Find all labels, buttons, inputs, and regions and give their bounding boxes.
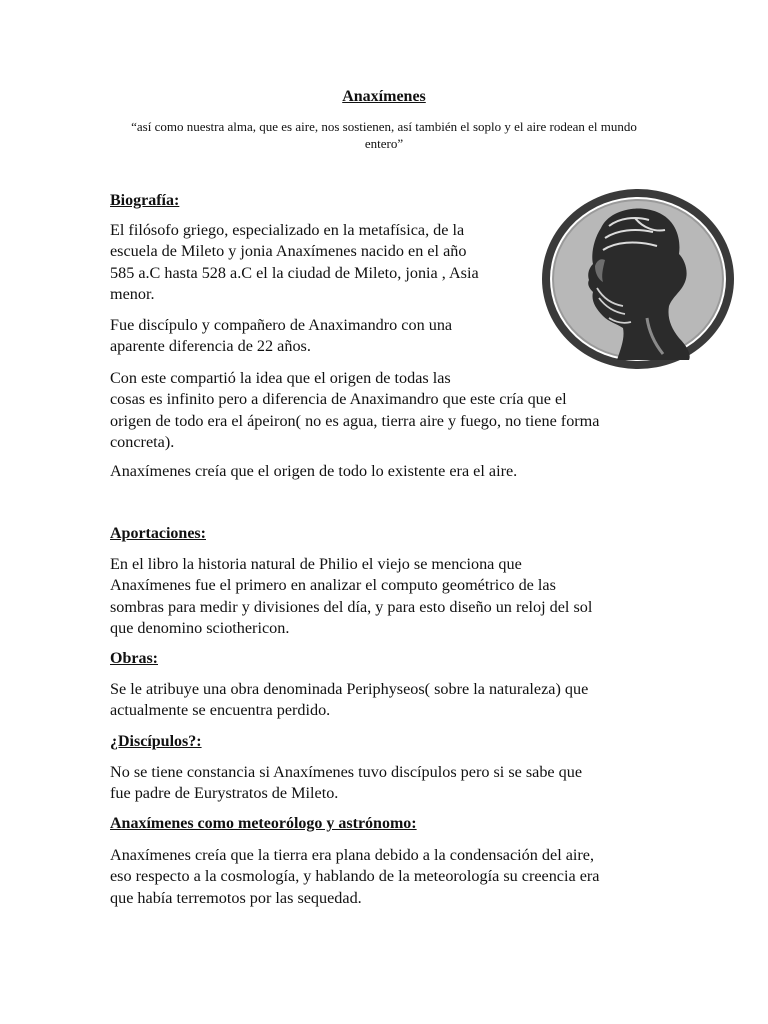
- text-line: eso respecto a la cosmología, y hablando de la meteorología su creencia era: [110, 867, 600, 886]
- discipulos-paragraph: [110, 762, 670, 805]
- heading-discipulos: ¿Discípulos?:: [110, 733, 202, 750]
- meteorologo-paragraph: [110, 845, 670, 909]
- biografia-paragraph-2: [110, 315, 540, 358]
- biografia-paragraph-1: [110, 220, 540, 305]
- heading-biografia: Biografía:: [110, 192, 180, 209]
- biografia-paragraph-4: Anaxímenes creía que el origen de todo lo existente era el aire.: [110, 462, 518, 480]
- text-line: que denomino sciothericon.: [110, 618, 290, 637]
- text-line: menor.: [110, 284, 155, 303]
- text-line: 585 a.C hasta 528 a.C el la ciudad de Mileto, jonia , Asia: [110, 263, 479, 282]
- biografia-paragraph-3: [110, 368, 670, 453]
- text-line: Con este compartió la idea que el origen de todas las: [110, 369, 451, 387]
- text-line: Se le atribuye una obra denominada Periphyseos( sobre la naturaleza) que: [110, 680, 589, 698]
- text-line: Anaxímenes creía que la tierra era plana debido a la condensación del aire,: [110, 846, 595, 864]
- text-line: Fue discípulo y compañero de Anaximandro con una: [110, 316, 453, 334]
- text-line: cosas es infinito pero a diferencia de Anaximandro que este cría que el: [110, 390, 567, 409]
- philosopher-portrait-icon: [539, 188, 738, 371]
- text-line: actualmente se encuentra perdido.: [110, 701, 331, 720]
- heading-obras: Obras:: [110, 650, 158, 667]
- text-line: En el libro la historia natural de Philio el viejo se menciona que: [110, 555, 522, 573]
- text-line: aparente diferencia de 22 años.: [110, 337, 311, 356]
- text-line: fue padre de Eurystratos de Mileto.: [110, 784, 339, 803]
- obras-paragraph: [110, 679, 670, 722]
- heading-meteorologo: Anaxímenes como meteorólogo y astrónomo:: [110, 815, 417, 832]
- aportaciones-paragraph: [110, 554, 670, 639]
- text-line: concreta).: [110, 432, 175, 451]
- heading-aportaciones: Aportaciones:: [110, 525, 206, 542]
- document-title: Anaxímenes: [342, 88, 426, 105]
- epigraph-quote: “así como nuestra alma, que es aire, nos sostienen, así también el soplo y el aire rodean el mundo entero”: [131, 119, 637, 151]
- text-line: No se tiene constancia si Anaxímenes tuvo discípulos pero si se sabe que: [110, 763, 583, 781]
- text-line: El filósofo griego, especializado en la metafísica, de la: [110, 221, 465, 239]
- text-line: origen de todo era el ápeiron( no es agua, tierra aire y fuego, no tiene forma: [110, 411, 600, 430]
- text-line: sombras para medir y divisiones del día, y para esto diseño un reloj del sol: [110, 597, 593, 616]
- text-line: Anaxímenes fue el primero en analizar el computo geométrico de las: [110, 576, 556, 595]
- text-line: escuela de Mileto y jonia Anaxímenes nacido en el año: [110, 242, 467, 261]
- text-line: que había terremotos por las sequedad.: [110, 888, 362, 907]
